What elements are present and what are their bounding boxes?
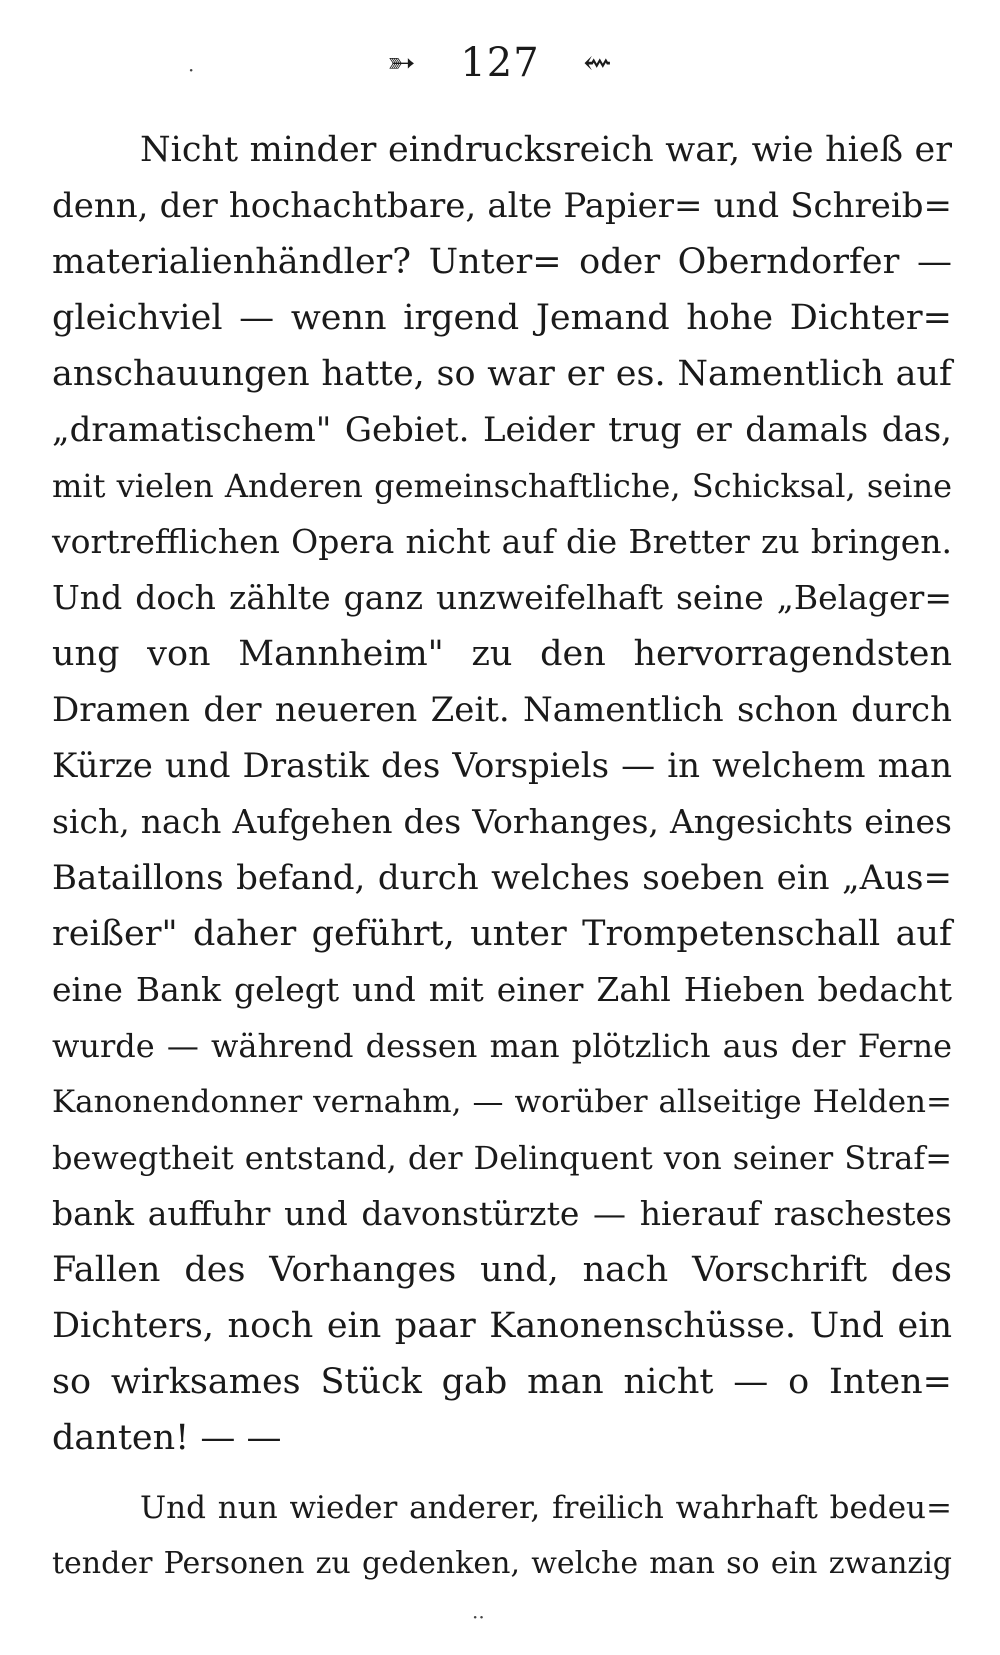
paragraph-gap: [52, 1466, 952, 1480]
page-number: 127: [460, 40, 540, 86]
text-line: „dramatischem" Gebiet. Leider trug er damals das,: [52, 410, 952, 450]
page-header: [0, 38, 1000, 88]
text-line: bewegtheit entstand, der Delinquent von seiner Straf=: [52, 1139, 952, 1177]
text-line: wurde — während dessen man plötzlich aus der Ferne: [52, 1027, 952, 1065]
text-line: gleichviel — wenn irgend Jemand hohe Dichter=: [52, 298, 952, 338]
print-speck: ·: [188, 58, 195, 82]
text-line: bank auffuhr und davonstürzte — hierauf raschestes: [52, 1194, 952, 1233]
ornament-right-icon: ⇜: [583, 43, 613, 83]
paragraph: [52, 1480, 952, 1592]
text-line: mit vielen Anderen gemeinschaftliche, Schicksal, seine: [52, 467, 952, 505]
paragraph: [52, 122, 952, 1466]
text-line: denn, der hochachtbare, alte Papier= und Schreib=: [52, 186, 952, 226]
text-line: reißer" daher geführt, unter Trompetenschall auf: [52, 914, 952, 954]
ornament-left-icon: ➳: [387, 43, 417, 83]
text-line: sich, nach Aufgehen des Vorhanges, Angesichts eines: [52, 802, 952, 841]
text-line: Und nun wieder anderer, freilich wahrhaft bedeu=: [140, 1490, 952, 1526]
text-line: Und doch zählte ganz unzweifelhaft seine „Belager=: [52, 578, 952, 617]
text-line: vortrefflichen Opera nicht auf die Bretter zu bringen.: [52, 522, 952, 561]
text-line: so wirksames Stück gab man nicht — o Inten=: [52, 1362, 952, 1402]
text-line: materialienhändler? Unter= oder Oberndorfer —: [52, 242, 952, 282]
text-line: Bataillons befand, durch welches soeben ein „Aus=: [52, 858, 952, 898]
text-line: Kürze und Drastik des Vorspiels — in welchem man: [52, 746, 952, 786]
body-text: [52, 122, 952, 1592]
text-line: anschauungen hatte, so war er es. Namentlich auf: [52, 354, 952, 394]
text-line: eine Bank gelegt und mit einer Zahl Hieben bedacht: [52, 970, 952, 1009]
text-line: danten! — —: [52, 1418, 282, 1458]
text-line: Nicht minder eindrucksreich war, wie hieß er: [140, 130, 952, 170]
text-line: Kanonendonner vernahm, — worüber allseitige Helden=: [52, 1084, 952, 1120]
print-speck: ··: [472, 1605, 485, 1629]
text-line: Dichters, noch ein paar Kanonenschüsse. Und ein: [52, 1306, 952, 1346]
text-line: ung von Mannheim" zu den hervorragendsten: [52, 634, 952, 674]
text-line: Dramen der neueren Zeit. Namentlich schon durch: [52, 690, 952, 730]
text-line: tender Personen zu gedenken, welche man so ein zwanzig: [52, 1546, 952, 1581]
text-line: Fallen des Vorhanges und, nach Vorschrift des: [52, 1250, 952, 1290]
